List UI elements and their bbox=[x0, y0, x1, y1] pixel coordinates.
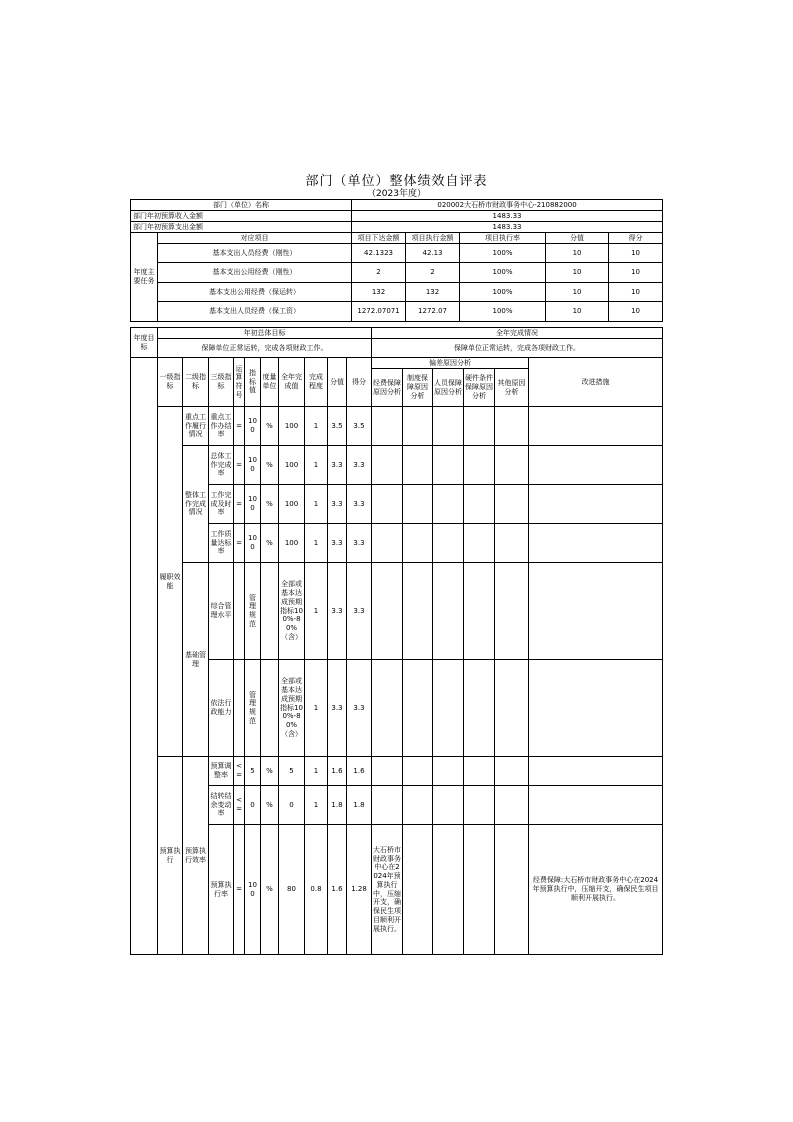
empty-cell bbox=[495, 757, 529, 786]
col-header-dev-funding: 经费保障原因分析 bbox=[372, 369, 403, 407]
task-name: 基本支出人员经费（刚性） bbox=[158, 244, 352, 263]
task-side-label: 年度主要任务 bbox=[131, 233, 158, 322]
empty-cell bbox=[372, 524, 403, 563]
empty-cell bbox=[433, 485, 464, 524]
empty-cell bbox=[372, 660, 403, 757]
task-name: 基本支出公用经费（刚性） bbox=[158, 263, 352, 283]
indicator-actual: 100 bbox=[279, 446, 305, 485]
empty-cell bbox=[464, 757, 495, 786]
indicator-target: 100 bbox=[245, 485, 261, 524]
task-header: 分值 bbox=[546, 233, 609, 244]
empty-cell bbox=[403, 485, 433, 524]
indicator-score: 3.3 bbox=[328, 524, 347, 563]
task-score: 10 bbox=[546, 283, 609, 302]
task-name: 基本支出公用经费（保运转） bbox=[158, 283, 352, 302]
income-label: 部门年初预算收入金额 bbox=[131, 211, 352, 222]
indicator-unit: % bbox=[261, 825, 279, 955]
indicator-name: 工作质量达标率 bbox=[209, 524, 234, 563]
col-header-degree: 完成程度 bbox=[305, 358, 328, 407]
income-value: 1483.33 bbox=[352, 211, 663, 222]
group-level2-overall: 整体工作完成情况 bbox=[183, 446, 209, 563]
indicator-score: 3.3 bbox=[328, 446, 347, 485]
indicator-name: 依法行政能力 bbox=[209, 660, 234, 757]
empty-cell bbox=[464, 524, 495, 563]
indicator-table bbox=[130, 327, 663, 955]
indicator-measure: 经费保障:大石桥市财政事务中心在2024年预算执行中，压缩开支，确保民生项目顺利开展执行。 bbox=[529, 825, 663, 955]
page-title: 部门（单位）整体绩效自评表 bbox=[305, 174, 488, 189]
expense-label: 部门年初预算支出金额 bbox=[131, 222, 352, 233]
empty-cell bbox=[495, 563, 529, 660]
task-header: 项目执行金额 bbox=[406, 233, 460, 244]
page-subtitle: （2023年度） bbox=[367, 189, 426, 199]
group-level2-basic: 基础管理 bbox=[183, 563, 209, 757]
col-header-deviation: 偏差原因分析 bbox=[372, 358, 529, 369]
indicator-score: 3.3 bbox=[328, 563, 347, 660]
empty-cell bbox=[529, 757, 663, 786]
empty-cell bbox=[495, 524, 529, 563]
indicator-degree: 1 bbox=[305, 757, 328, 786]
empty-cell bbox=[433, 407, 464, 446]
empty-cell bbox=[403, 524, 433, 563]
goal-head-left: 年初总体目标 bbox=[158, 328, 372, 339]
task-score: 10 bbox=[546, 244, 609, 263]
empty-cell bbox=[403, 446, 433, 485]
indicator-actual: 0 bbox=[279, 786, 305, 825]
goal-text-left: 保障单位正常运转，完成各项财政工作。 bbox=[158, 339, 372, 358]
task-name: 基本支出人员经费（保工资） bbox=[158, 302, 352, 322]
task-got: 10 bbox=[609, 263, 663, 283]
indicator-degree: 1 bbox=[305, 786, 328, 825]
indicator-name: 结转结余变动率 bbox=[209, 786, 234, 825]
indicator-score: 3.3 bbox=[328, 660, 347, 757]
indicator-unit: % bbox=[261, 485, 279, 524]
indicator-degree: 1 bbox=[305, 446, 328, 485]
col-header-dev-hardware: 硬件条件保障原因分析 bbox=[464, 369, 495, 407]
indicator-degree: 1 bbox=[305, 524, 328, 563]
empty-cell bbox=[372, 446, 403, 485]
group-level1-budget: 预算执行 bbox=[158, 757, 183, 955]
indicator-op: = bbox=[234, 524, 245, 563]
group-level1-perf: 履职效能 bbox=[158, 407, 183, 757]
empty-cell bbox=[495, 660, 529, 757]
task-score: 10 bbox=[546, 302, 609, 322]
group-level2-eff: 预算执行效率 bbox=[183, 757, 209, 955]
empty-cell bbox=[529, 485, 663, 524]
empty-cell bbox=[464, 485, 495, 524]
indicator-op bbox=[234, 563, 245, 660]
indicator-actual: 80 bbox=[279, 825, 305, 955]
indicator-unit: % bbox=[261, 757, 279, 786]
empty-cell bbox=[464, 786, 495, 825]
task-executed: 2 bbox=[406, 263, 460, 283]
indicator-got: 3.3 bbox=[347, 485, 372, 524]
col-header-unit: 度量单位 bbox=[261, 358, 279, 407]
empty-cell bbox=[433, 825, 464, 955]
indicator-actual: 100 bbox=[279, 407, 305, 446]
empty-cell bbox=[372, 407, 403, 446]
empty-cell bbox=[464, 563, 495, 660]
indicator-name: 重点工作办结率 bbox=[209, 407, 234, 446]
task-executed: 1272.07 bbox=[406, 302, 460, 322]
col-header-actual: 全年完成值 bbox=[279, 358, 305, 407]
col-header-got: 得分 bbox=[347, 358, 372, 407]
indicator-unit: % bbox=[261, 407, 279, 446]
dept-label: 部门（单位）名称 bbox=[131, 200, 352, 211]
empty-cell bbox=[529, 660, 663, 757]
empty-cell bbox=[464, 407, 495, 446]
indicator-name: 预算调整率 bbox=[209, 757, 234, 786]
col-header-level2: 二级指标 bbox=[183, 358, 209, 407]
goal-head-right: 全年完成情况 bbox=[372, 328, 663, 339]
empty-cell bbox=[529, 524, 663, 563]
indicator-degree: 0.8 bbox=[305, 825, 328, 955]
indicator-name: 综合管理水平 bbox=[209, 563, 234, 660]
indicator-op: <= bbox=[234, 786, 245, 825]
empty-cell bbox=[529, 563, 663, 660]
empty-cell bbox=[403, 660, 433, 757]
col-header-target: 指标值 bbox=[245, 358, 261, 407]
indicator-degree: 1 bbox=[305, 485, 328, 524]
col-header-measures: 改进措施 bbox=[529, 358, 663, 407]
empty-cell bbox=[403, 825, 433, 955]
indicator-target: 100 bbox=[245, 524, 261, 563]
task-header: 得分 bbox=[609, 233, 663, 244]
empty-cell bbox=[529, 786, 663, 825]
empty-cell bbox=[495, 786, 529, 825]
indicator-degree: 1 bbox=[305, 563, 328, 660]
indicator-op: = bbox=[234, 485, 245, 524]
empty-cell bbox=[433, 786, 464, 825]
indicator-name: 总体工作完成率 bbox=[209, 446, 234, 485]
empty-cell bbox=[464, 825, 495, 955]
indicator-target: 0 bbox=[245, 786, 261, 825]
empty-cell bbox=[433, 757, 464, 786]
col-header-op: 运算符号 bbox=[234, 358, 245, 407]
task-got: 10 bbox=[609, 244, 663, 263]
task-header: 对应项目 bbox=[158, 233, 352, 244]
goal-side-label: 年度目标 bbox=[131, 328, 158, 358]
empty-cell bbox=[372, 485, 403, 524]
expense-value: 1483.33 bbox=[352, 222, 663, 233]
indicator-got: 3.5 bbox=[347, 407, 372, 446]
empty-cell bbox=[433, 446, 464, 485]
indicator-op: = bbox=[234, 825, 245, 955]
task-issued: 2 bbox=[352, 263, 406, 283]
task-issued: 1272.07071 bbox=[352, 302, 406, 322]
task-executed: 42.13 bbox=[406, 244, 460, 263]
empty-cell bbox=[403, 786, 433, 825]
indicator-name: 预算执行率 bbox=[209, 825, 234, 955]
indicator-got: 1.8 bbox=[347, 786, 372, 825]
indicator-op: = bbox=[234, 446, 245, 485]
indicator-unit: % bbox=[261, 786, 279, 825]
indicator-actual: 100 bbox=[279, 485, 305, 524]
group-level2-key: 重点工作履行情况 bbox=[183, 407, 209, 446]
empty-cell bbox=[403, 563, 433, 660]
indicator-score: 1.6 bbox=[328, 825, 347, 955]
indicator-got: 3.3 bbox=[347, 524, 372, 563]
indicator-degree: 1 bbox=[305, 660, 328, 757]
indicator-degree: 1 bbox=[305, 407, 328, 446]
indicator-op: = bbox=[234, 407, 245, 446]
task-rate: 100% bbox=[460, 263, 546, 283]
indicator-score: 1.6 bbox=[328, 757, 347, 786]
col-header-level3: 三级指标 bbox=[209, 358, 234, 407]
summary-table bbox=[130, 199, 663, 322]
col-header-level1: 一级指标 bbox=[158, 358, 183, 407]
indicator-got: 3.3 bbox=[347, 660, 372, 757]
empty-cell bbox=[433, 660, 464, 757]
task-rate: 100% bbox=[460, 283, 546, 302]
indicator-score: 3.5 bbox=[328, 407, 347, 446]
empty-cell bbox=[464, 446, 495, 485]
empty-cell bbox=[372, 563, 403, 660]
task-issued: 42.1323 bbox=[352, 244, 406, 263]
col-header-dev-staff: 人员保障原因分析 bbox=[433, 369, 464, 407]
indicator-unit bbox=[261, 563, 279, 660]
indicator-got: 3.3 bbox=[347, 563, 372, 660]
empty-cell bbox=[403, 407, 433, 446]
indicator-op: <= bbox=[234, 757, 245, 786]
empty-cell bbox=[403, 757, 433, 786]
empty-cell bbox=[433, 563, 464, 660]
empty-cell bbox=[495, 407, 529, 446]
indicator-score: 3.3 bbox=[328, 485, 347, 524]
empty-cell bbox=[495, 825, 529, 955]
indicator-target: 100 bbox=[245, 825, 261, 955]
indicator-unit: % bbox=[261, 446, 279, 485]
indicator-target: 5 bbox=[245, 757, 261, 786]
left-margin-cell bbox=[131, 358, 158, 955]
indicator-got: 3.3 bbox=[347, 446, 372, 485]
task-rate: 100% bbox=[460, 302, 546, 322]
empty-cell bbox=[529, 407, 663, 446]
task-header: 项目执行率 bbox=[460, 233, 546, 244]
empty-cell bbox=[529, 446, 663, 485]
indicator-actual: 5 bbox=[279, 757, 305, 786]
indicator-target: 管理规范 bbox=[245, 563, 261, 660]
indicator-op bbox=[234, 660, 245, 757]
empty-cell bbox=[464, 660, 495, 757]
task-header: 项目下达金额 bbox=[352, 233, 406, 244]
indicator-got: 1.6 bbox=[347, 757, 372, 786]
task-issued: 132 bbox=[352, 283, 406, 302]
indicator-target: 管理规范 bbox=[245, 660, 261, 757]
task-score: 10 bbox=[546, 263, 609, 283]
indicator-unit bbox=[261, 660, 279, 757]
empty-cell bbox=[495, 485, 529, 524]
indicator-actual: 100 bbox=[279, 524, 305, 563]
dept-value: 020002大石桥市财政事务中心-210882000 bbox=[352, 200, 663, 211]
indicator-actual: 全部或基本达成预期指标100%-80%（含） bbox=[279, 563, 305, 660]
col-header-score: 分值 bbox=[328, 358, 347, 407]
indicator-got: 1.28 bbox=[347, 825, 372, 955]
empty-cell bbox=[372, 786, 403, 825]
goal-text-right: 保障单位正常运转，完成各项财政工作。 bbox=[372, 339, 663, 358]
task-executed: 132 bbox=[406, 283, 460, 302]
indicator-score: 1.8 bbox=[328, 786, 347, 825]
empty-cell bbox=[433, 524, 464, 563]
indicator-name: 工作完成及时率 bbox=[209, 485, 234, 524]
empty-cell bbox=[495, 446, 529, 485]
col-header-dev-system: 制度保障原因分析 bbox=[403, 369, 433, 407]
col-header-dev-other: 其他原因分析 bbox=[495, 369, 529, 407]
indicator-target: 100 bbox=[245, 446, 261, 485]
task-got: 10 bbox=[609, 283, 663, 302]
task-rate: 100% bbox=[460, 244, 546, 263]
indicator-target: 100 bbox=[245, 407, 261, 446]
task-got: 10 bbox=[609, 302, 663, 322]
indicator-actual: 全部或基本达成预期指标100%-80%（含） bbox=[279, 660, 305, 757]
empty-cell bbox=[372, 757, 403, 786]
indicator-reason-funding: 大石桥市财政事务中心在2024年预算执行中，压缩开支，确保民生项目顺利开展执行。 bbox=[372, 825, 403, 955]
indicator-unit: % bbox=[261, 524, 279, 563]
